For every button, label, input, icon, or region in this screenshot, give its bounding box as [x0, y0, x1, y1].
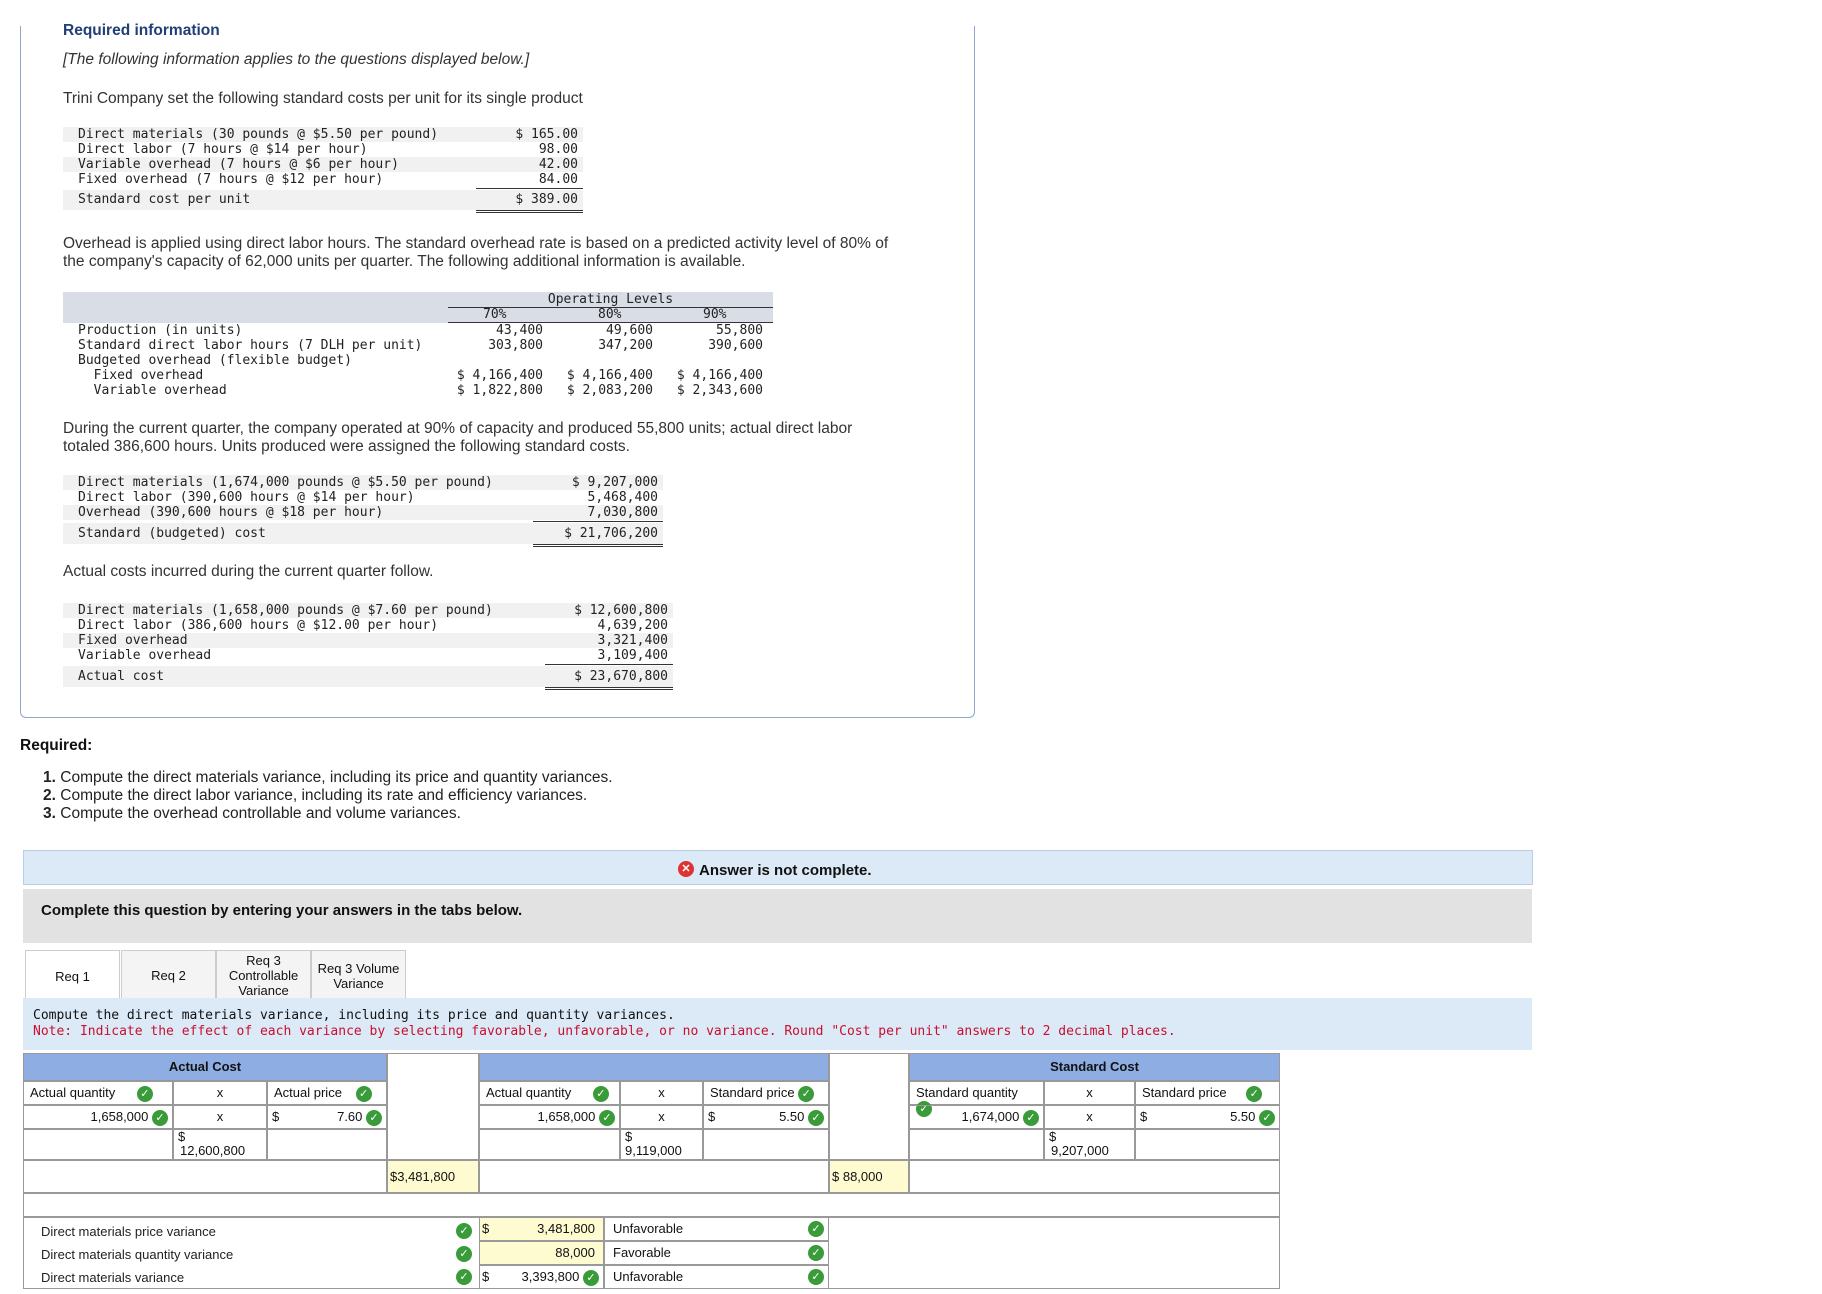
price-variance-input[interactable]: $ 3,481,800 — [479, 1217, 604, 1241]
level-col-80: 80% — [598, 307, 622, 322]
standard-costs-table — [63, 127, 583, 210]
actual-value: 4,639,200 — [597, 618, 668, 633]
operating-levels-table — [63, 292, 773, 400]
actual-label: Fixed overhead — [78, 633, 188, 648]
blank-cell — [23, 1129, 173, 1160]
overhead-paragraph-1: Overhead is applied using direct labor hours. The standard overhead rate is based on a predicted activity level of 80% of — [63, 235, 889, 252]
operating-levels-title: Operating Levels — [448, 292, 773, 308]
tab-req-2[interactable]: Req 2 — [121, 950, 216, 1001]
assigned-value: 5,468,400 — [587, 490, 658, 505]
check-icon: ✓ — [798, 1086, 814, 1102]
actual-label: Direct materials (1,658,000 pounds @ $7.60 per pound) — [78, 603, 493, 618]
variance-worksheet — [23, 1053, 1280, 1289]
std-cost-label: Standard cost per unit — [78, 192, 251, 207]
level-row-label: Fixed overhead — [78, 368, 204, 383]
level-value: $ 4,166,400 — [456, 368, 543, 383]
actual-price-label-cell: Actual price ✓ — [267, 1081, 387, 1105]
actual-price-input[interactable]: $ 7.60 ✓ — [267, 1105, 387, 1129]
level-col-90: 90% — [703, 307, 727, 322]
check-icon: ✓ — [356, 1086, 372, 1102]
actual-value: $ 23,670,800 — [574, 669, 668, 684]
actual-intro-text: Actual costs incurred during the current quarter follow. — [63, 563, 434, 580]
check-icon: ✓ — [152, 1110, 168, 1126]
times-sign: x — [1044, 1105, 1135, 1129]
level-value: $ 4,166,400 — [566, 368, 653, 383]
required-item-2: 2. Compute the direct labor variance, including its rate and efficiency variances. — [43, 787, 588, 804]
assigned-label: Direct labor (390,600 hours @ $14 per hour) — [78, 490, 415, 505]
standard-price-input[interactable]: $ 5.50 ✓ — [703, 1105, 829, 1129]
standard-price-input-2[interactable]: $ 5.50 ✓ — [1135, 1105, 1280, 1129]
actual-cost-header: Actual Cost — [23, 1053, 387, 1081]
total-variance-effect-select[interactable]: Unfavorable ✓ — [604, 1265, 829, 1289]
times-sign: x — [1044, 1081, 1135, 1105]
instruction-note: Note: Indicate the effect of each variance by selecting favorable, unfavorable, or no variance. Round "Cost per unit" answers to 2 decimal places. — [33, 1024, 1176, 1039]
level-row-label: Production (in units) — [78, 323, 243, 338]
assigned-row — [63, 490, 663, 505]
level-value: $ 2,343,600 — [676, 383, 763, 398]
check-icon: ✓ — [599, 1110, 615, 1126]
actual-qty-input[interactable]: 1,658,000 ✓ — [23, 1105, 173, 1129]
blank-cell — [909, 1160, 1280, 1193]
level-value: 43,400 — [496, 323, 543, 338]
quantity-variance-input[interactable]: 88,000 — [479, 1241, 604, 1265]
x-circle-icon: ✕ — [678, 861, 694, 877]
times-sign: x — [620, 1081, 703, 1105]
blank-cell — [703, 1129, 829, 1160]
overhead-paragraph-2: the company's capacity of 62,000 units per quarter. The following additional information is available. — [63, 253, 746, 270]
actual-qty-label-cell-2: Actual quantity ✓ — [479, 1081, 620, 1105]
middle-header — [479, 1053, 829, 1081]
check-icon: ✓ — [456, 1223, 472, 1239]
level-value: $ 4,166,400 — [676, 368, 763, 383]
std-cost-value: 42.00 — [538, 157, 578, 172]
check-icon: ✓ — [593, 1086, 609, 1102]
assigned-label: Direct materials (1,674,000 pounds @ $5.50 per pound) — [78, 475, 493, 490]
check-icon: ✓ — [583, 1270, 599, 1286]
assigned-row — [63, 505, 663, 520]
level-value: 303,800 — [488, 338, 543, 353]
std-cost-value: 84.00 — [538, 172, 578, 187]
price-variance-amount[interactable]: $3,481,800 — [387, 1160, 479, 1193]
assigned-value: $ 9,207,000 — [571, 475, 658, 490]
check-icon: ✓ — [456, 1269, 472, 1285]
required-info-subtitle: [The following information applies to the questions displayed below.] — [63, 51, 530, 68]
level-row-label: Variable overhead — [78, 383, 227, 398]
actual-qty-input-2[interactable]: 1,658,000 ✓ — [479, 1105, 620, 1129]
check-icon: ✓ — [808, 1245, 824, 1261]
summary-label: Direct materials quantity variance — [41, 1247, 234, 1262]
level-value: 55,800 — [716, 323, 763, 338]
assigned-value: 7,030,800 — [587, 505, 658, 520]
times-sign: x — [173, 1081, 267, 1105]
check-icon: ✓ — [1246, 1086, 1262, 1102]
std-cost-row — [63, 172, 583, 187]
actual-total-row — [63, 666, 673, 687]
assigned-row — [63, 475, 663, 490]
check-icon: ✓ — [456, 1246, 472, 1262]
tab-req-1[interactable]: Req 1 — [25, 950, 120, 1002]
spacer-cell — [829, 1053, 909, 1160]
actual-costs-table — [63, 603, 673, 687]
check-icon: ✓ — [137, 1086, 153, 1102]
level-row-label: Budgeted overhead (flexible budget) — [78, 353, 352, 368]
std-cost-row — [63, 142, 583, 157]
std-cost-total-row — [63, 190, 583, 210]
blank-cell — [479, 1129, 620, 1160]
check-icon: ✓ — [366, 1110, 382, 1126]
level-value: 347,200 — [598, 338, 653, 353]
actual-qty-label-cell: Actual quantity ✓ — [23, 1081, 173, 1105]
actual-row — [63, 603, 673, 618]
summary-label: Direct materials price variance — [41, 1224, 216, 1239]
during-paragraph-1: During the current quarter, the company operated at 90% of capacity and produced 55,800 units; actual direct labor — [63, 420, 853, 437]
check-icon: ✓ — [808, 1110, 824, 1126]
during-paragraph-2: totaled 386,600 hours. Units produced were assigned the following standard costs. — [63, 438, 630, 455]
assigned-value: $ 21,706,200 — [564, 526, 658, 541]
blank-cell — [479, 1160, 829, 1193]
check-icon: ✓ — [808, 1221, 824, 1237]
std-cost-row — [63, 157, 583, 172]
spacer-cell — [387, 1053, 479, 1160]
total-variance-input[interactable]: $ 3,393,800 ✓ — [479, 1265, 604, 1289]
spacer-row — [23, 1193, 1280, 1217]
level-value: 49,600 — [606, 323, 653, 338]
blank-cell — [267, 1129, 387, 1160]
check-icon: ✓ — [808, 1269, 824, 1285]
check-icon: ✓ — [916, 1101, 932, 1117]
standard-price-label-cell: Standard price ✓ — [703, 1081, 829, 1105]
level-value: $ 1,822,800 — [456, 383, 543, 398]
quantity-variance-effect-select[interactable]: Favorable ✓ — [604, 1241, 829, 1265]
check-icon: ✓ — [1023, 1110, 1039, 1126]
blank-cell — [909, 1129, 1044, 1160]
standard-cost-header: Standard Cost — [909, 1053, 1280, 1081]
required-item-1: 1. Compute the direct materials variance, including its price and quantity variances. — [43, 769, 613, 786]
required-heading: Required: — [20, 737, 93, 754]
required-info-title: Required information — [63, 22, 220, 39]
level-value: $ 2,083,200 — [566, 383, 653, 398]
actual-row — [63, 618, 673, 633]
actual-cost-total: $ 12,600,800 — [173, 1129, 267, 1160]
assigned-label: Overhead (390,600 hours @ $18 per hour) — [78, 505, 384, 520]
assigned-costs-table — [63, 475, 663, 544]
times-sign: x — [620, 1105, 703, 1129]
std-cost-label: Direct materials (30 pounds @ $5.50 per pound) — [78, 127, 439, 142]
std-cost-label: Direct labor (7 hours @ $14 per hour) — [78, 142, 368, 157]
assigned-total-row — [63, 523, 663, 544]
actual-label: Variable overhead — [78, 648, 212, 663]
price-variance-effect-select[interactable]: Unfavorable ✓ — [604, 1217, 829, 1241]
standard-price-label-cell-2: Standard price ✓ — [1135, 1081, 1280, 1105]
level-col-70: 70% — [483, 307, 507, 322]
actual-row — [63, 648, 673, 663]
standard-cost-total: $ 9,207,000 — [1044, 1129, 1135, 1160]
actual-value: 3,109,400 — [597, 648, 668, 663]
std-cost-value: $ 165.00 — [515, 127, 578, 142]
tab-req-3-volume[interactable]: Req 3 Volume Variance — [311, 950, 406, 1001]
quantity-variance-amount[interactable]: $ 88,000 — [829, 1160, 909, 1193]
std-cost-label: Fixed overhead (7 hours @ $12 per hour) — [78, 172, 384, 187]
std-cost-value: 98.00 — [538, 142, 578, 157]
middle-cost-total: $ 9,119,000 — [620, 1129, 703, 1160]
std-cost-row — [63, 127, 583, 142]
actual-label: Actual cost — [78, 669, 165, 684]
tab-req-3-controllable[interactable]: Req 3 Controllable Variance — [216, 950, 311, 1001]
answer-status-text: Answer is not complete. — [699, 862, 872, 879]
standard-qty-label-cell: Standard quantity ✓ — [909, 1081, 1044, 1105]
standard-qty-input[interactable]: 1,674,000 ✓ — [909, 1105, 1044, 1129]
actual-row — [63, 633, 673, 648]
blank-cell — [1135, 1129, 1280, 1160]
summary-label: Direct materials variance — [41, 1270, 185, 1285]
times-sign: x — [173, 1105, 267, 1129]
actual-value: 3,321,400 — [597, 633, 668, 648]
level-value: 390,600 — [708, 338, 763, 353]
assigned-label: Standard (budgeted) cost — [78, 526, 266, 541]
std-cost-value: $ 389.00 — [515, 192, 578, 207]
complete-question-text: Complete this question by entering your answers in the tabs below. — [41, 902, 523, 919]
std-cost-label: Variable overhead (7 hours @ $6 per hour) — [78, 157, 399, 172]
level-row-label: Standard direct labor hours (7 DLH per unit) — [78, 338, 423, 353]
actual-label: Direct labor (386,600 hours @ $12.00 per hour) — [78, 618, 439, 633]
actual-value: $ 12,600,800 — [574, 603, 668, 618]
blank-cell — [23, 1160, 387, 1193]
required-item-3: 3. Compute the overhead controllable and volume variances. — [43, 805, 461, 822]
check-icon: ✓ — [1259, 1110, 1275, 1126]
intro-text: Trini Company set the following standard costs per unit for its single product — [63, 90, 583, 107]
instruction-text: Compute the direct materials variance, including its price and quantity variances. — [33, 1008, 675, 1023]
